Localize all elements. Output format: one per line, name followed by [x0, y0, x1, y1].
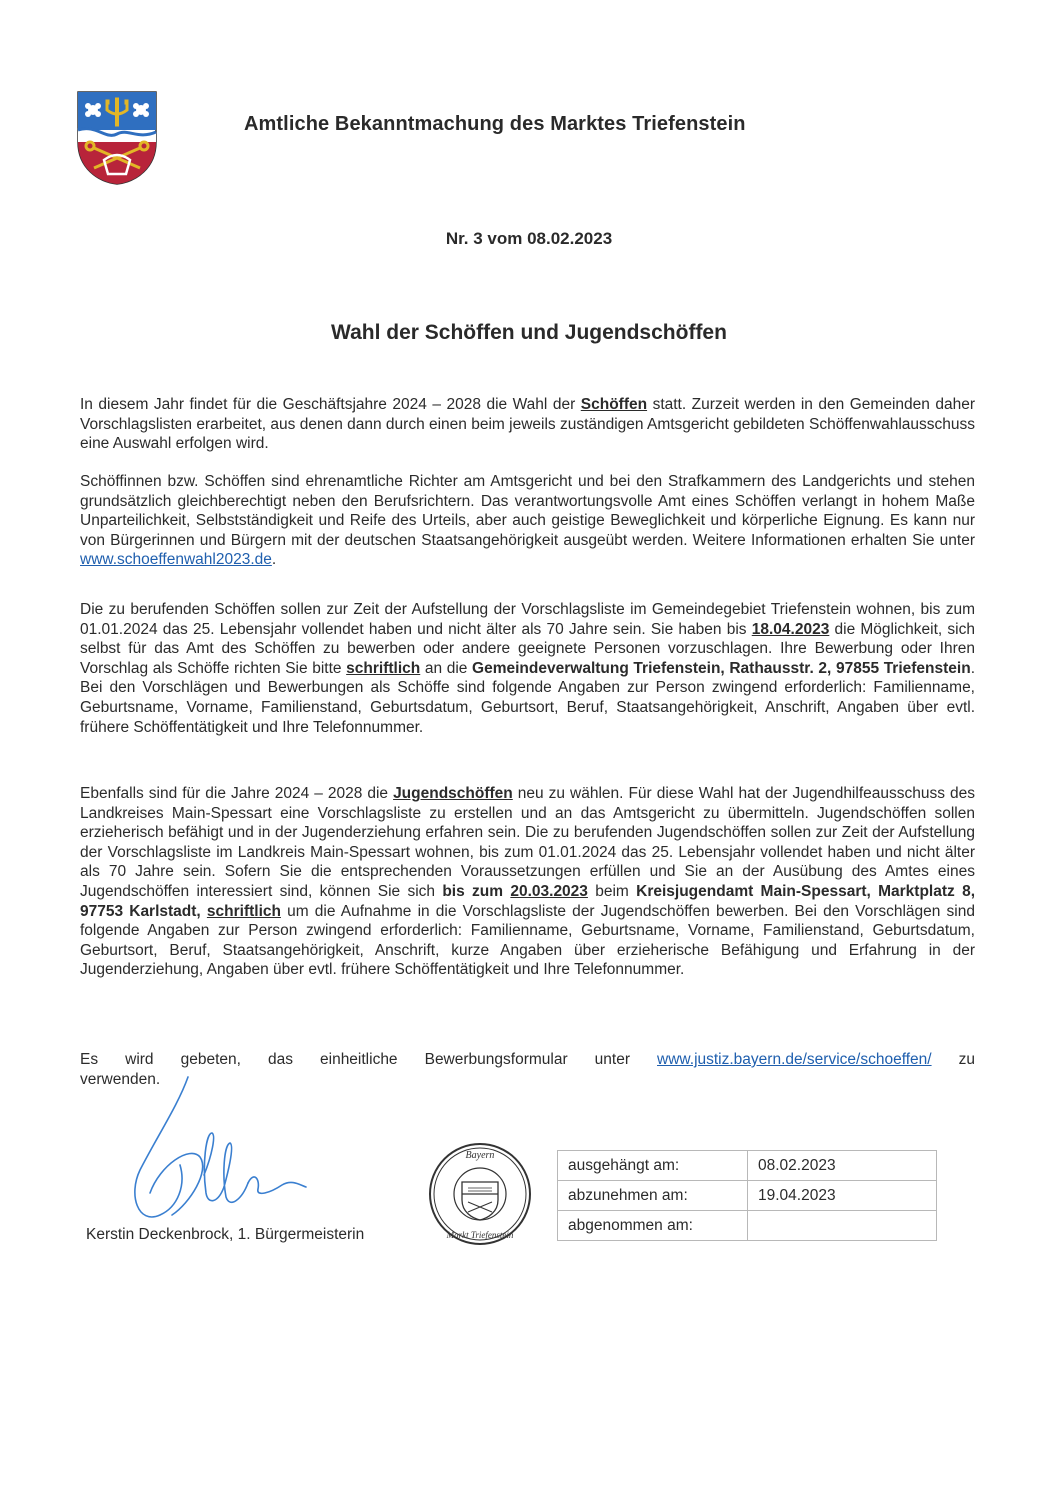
table-row: [558, 1181, 937, 1211]
remove-label: abzunehmen am:: [558, 1181, 748, 1211]
address-gemeindeverwaltung: Gemeindeverwaltung Triefenstein, Rathausstr. 2, 97855 Triefenstein: [472, 659, 971, 677]
deadline-date: 18.04.2023: [751, 620, 830, 638]
table-row: [558, 1211, 937, 1241]
handwritten-signature: [120, 1075, 320, 1235]
paragraph-4: Ebenfalls sind für die Jahre 2024 – 2028 die Jugendschöffen neu zu wählen. Für diese Wahl hat der Jugendhilfeausschuss des Landkreises Main-Spessart eine Vorschlagsliste zu erstellen und an das Amtsgericht zu übermitteln. Jugendschöffen sollen erzieherisch befähigt und in der Jugenderziehung erfahren sein. Die zu berufenden Jugendschöffen sollen zur Zeit der Aufstellung der Vorschlagsliste im Landkreis Main-Spessart wohnen, bis zum 01.01.2024 das 25. Lebensjahr vollendet haben und nicht älter als 70 Jahre sein. Sofern Sie die entsprechenden Voraussetzungen erfüllen und Sie an der Ausübung des Amtes eines Jugendschöffen interessiert sind, können Sie sich bis zum 20.03.2023 beim Kreisjugendamt Main-Spessart, Marktplatz 8, 97753 Karlstadt, schriftlich um die Aufnahme in die Vorschlagsliste der Jugendschöffen bewerben. Bei den Vorschlägen sind folgende Angaben zur Person zwingend erforderlich: Familienname, Geburtsname, Vorname, Familienstand, Geburtsdatum, Geburtsort, Beruf, Staatsangehörigkeit, Anschrift, kurze Angaben über erzieherische Befähigung und Erfahrung in der Jugenderziehung, Angaben über evtl. frühere Schöffentätigkeit und Ihre Telefonnummer.: [80, 785, 975, 979]
schoeffenwahl-link[interactable]: www.schoeffenwahl2023.de: [80, 551, 272, 569]
paragraph-3: Die zu berufenden Schöffen sollen zur Zeit der Aufstellung der Vorschlagsliste im Gemeindegebiet Triefenstein wohnen, bis zum 01.01.2024 das 25. Lebensjahr vollendet haben und nicht älter als 70 Jahre sein. Sie haben bis 18.04.2023 die Möglichkeit, sich selbst für das Amt des Schöffen zu bewerben oder andere geeignete Personen vorzuschlagen. Ihre Bewerbung oder Ihren Vorschlag als Schöffe richten Sie bitte schriftlich an die Gemeindeverwaltung Triefenstein, Rathausstr. 2, 97855 Triefenstein. Bei den Vorschlägen und Bewerbungen als Schöffe sind folgende Angaben zur Person zwingend erforderlich: Familienname, Geburtsname, Vorname, Familienstand, Geburtsdatum, Geburtsort, Beruf, Staatsangehörigkeit, Anschrift, Angaben über evtl. frühere Schöffentätigkeit und Ihre Telefonnummer.: [80, 601, 975, 736]
deadline-date-youth: 20.03.2023: [510, 882, 588, 900]
document-title: Wahl der Schöffen und Jugendschöffen: [331, 321, 727, 344]
coat-of-arms-logo: [76, 90, 158, 186]
paragraph-5-end: verwenden.: [80, 1071, 161, 1088]
posting-dates-table: [557, 1150, 937, 1241]
paragraph-2: Schöffinnen bzw. Schöffen sind ehrenamtliche Richter am Amtsgericht und bei den Strafkammern des Landgerichts und stehen grundsätzlich gleichberechtigt neben den Berufsrichtern. Das verantwortungsvolle Amt eines Schöffen verlangt in hohem Maße Unparteilichkeit, Selbstständigkeit und Reife des Urteils, aber auch geistige Beweglichkeit und körperliche Eignung. Es kann nur von Bürgerinnen und Bürgern mit der deutschen Staatsangehörigkeit ausgeübt werden. Weitere Informationen erhalten Sie unter www.schoeffenwahl2023.de.: [80, 473, 975, 569]
official-seal-stamp: [428, 1142, 532, 1246]
emphasis-schoeffen: Schöffen: [580, 396, 648, 413]
posted-date: 08.02.2023: [748, 1151, 937, 1181]
removed-date: [748, 1211, 937, 1241]
paragraph-1: In diesem Jahr findet für die Geschäftsjahre 2024 – 2028 die Wahl der Schöffen statt. Zurzeit werden in den Gemeinden daher Vorschlagslisten erarbeitet, aus denen dann durch einen beim jeweils zuständigen Amtsgericht gebildeten Schöffenwahlausschuss eine Auswahl erfolgen wird.: [80, 396, 976, 453]
emphasis-schriftlich-2: schriftlich: [206, 902, 281, 920]
emphasis-schriftlich: schriftlich: [346, 659, 421, 677]
emphasis-jugendschoeffen: Jugendschöffen: [393, 785, 513, 802]
signer-name: Kerstin Deckenbrock, 1. Bürgermeisterin: [86, 1226, 365, 1243]
table-row: [558, 1151, 937, 1181]
svg-text:Markt Triefenstein: Markt Triefenstein: [446, 1230, 514, 1240]
posted-label: ausgehängt am:: [558, 1151, 748, 1181]
paragraph-5: Es wird gebeten, das einheitliche Bewerbungsformular unter www.justiz.bayern.de/service/schoeffen/ zu: [80, 1051, 975, 1068]
issue-number: Nr. 3 vom 08.02.2023: [445, 229, 613, 248]
removed-label: abgenommen am:: [558, 1211, 748, 1241]
svg-text:Bayern: Bayern: [465, 1150, 495, 1161]
justiz-link[interactable]: www.justiz.bayern.de/service/schoeffen/: [657, 1051, 932, 1068]
header-title: Amtliche Bekanntmachung des Marktes Triefenstein: [244, 113, 746, 135]
remove-date: 19.04.2023: [748, 1181, 937, 1211]
address-kreisjugendamt: Kreisjugendamt Main-Spessart, Marktplatz 8, 97753 Karlstadt,: [80, 882, 975, 920]
